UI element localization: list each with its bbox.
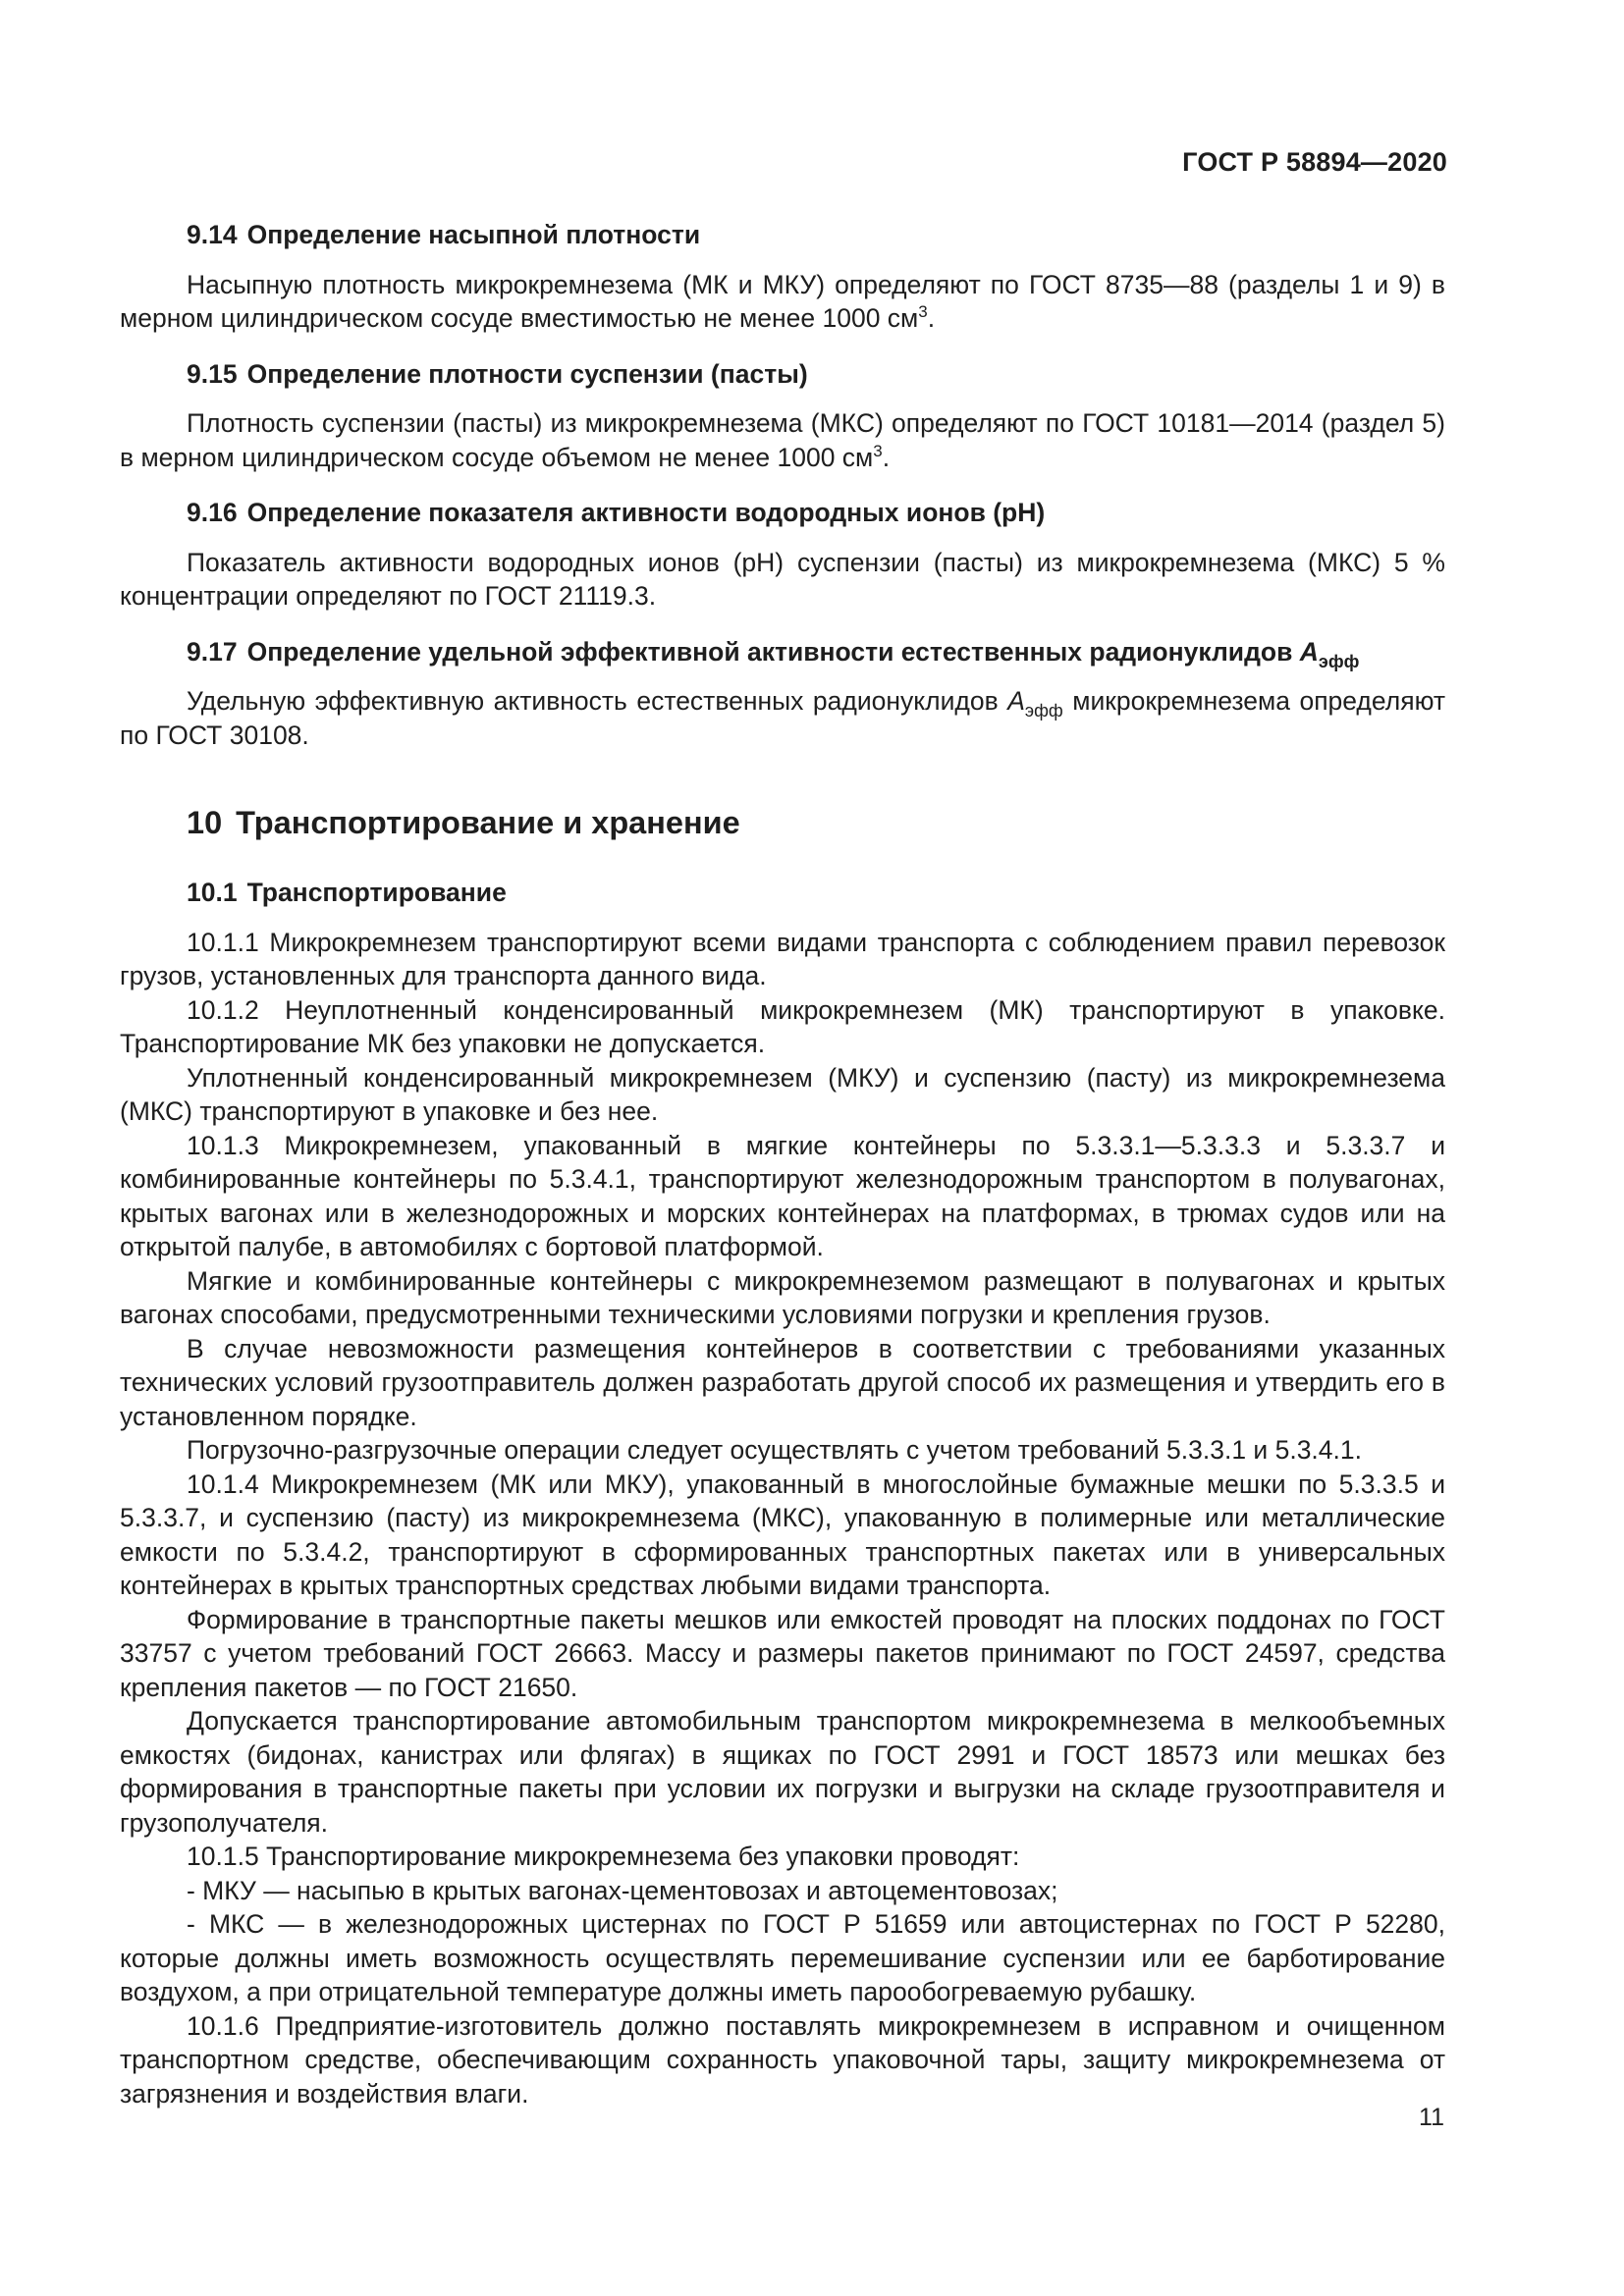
symbol: A (1299, 636, 1319, 667)
paragraph: В случае невозможности размещения контейнеров в соответствии с требованиями указанных технических условий грузоотправитель должен разработать другой способ их размещения и утвердить его в установленном порядке. (120, 1333, 1445, 1431)
paragraph: 10.1.1 Микрокремнезем транспортируют всеми видами транспорта с соблюдением правил перевозок грузов, установленных для транспорта данного вида. (120, 927, 1445, 990)
paragraph: Погрузочно-разгрузочные операции следует осуществлять с учетом требований 5.3.3.1 и 5.3.4.1. (187, 1435, 1362, 1465)
section-number: 10 (187, 805, 223, 840)
superscript: 3 (918, 302, 928, 321)
paragraph: Уплотненный конденсированный микрокремнезем (МКУ) и суспензию (пасту) из микрокремнезема (МКС) транспортируют в упаковке и без нее. (120, 1062, 1445, 1126)
section-number: 9.15 (187, 358, 238, 389)
page-content (120, 218, 1445, 2110)
paragraph-9-15 (120, 406, 1445, 474)
section-title: Транспортирование (246, 878, 507, 907)
symbol: A (1007, 686, 1025, 716)
paragraph-9-16: Показатель активности водородных ионов (pH) суспензии (пасты) из микрокремнезема (МКС) 5 % концентрации определяют по ГОСТ 21119.3. (120, 547, 1445, 611)
paragraph-end: . (927, 303, 936, 333)
section-heading-10-1 (120, 876, 1445, 910)
section-number: 9.17 (187, 636, 238, 667)
paragraph-9-17 (120, 684, 1445, 752)
paragraph-text: Насыпную плотность микрокремнезема (МК и МКУ) определяют по ГОСТ 8735—88 (разделы 1 и 9) в мерном цилиндрическом сосуде вместимостью не менее 1000 см (120, 269, 1445, 333)
section-number: 9.14 (187, 220, 238, 249)
symbol-subscript: эфф (1024, 701, 1063, 721)
page-number: 11 (1419, 2104, 1444, 2131)
paragraph: 10.1.6 Предприятие-изготовитель должно поставлять микрокремнезем в исправном и очищенном транспортном средстве, обеспечивающим сохранность упаковочной тары, защиту микрокремнезема от загрязнения и воздействия влаги. (120, 2010, 1445, 2109)
paragraph: 10.1.3 Микрокремнезем, упакованный в мягкие контейнеры по 5.3.3.1—5.3.3.3 и 5.3.3.7 и комбинированные контейнеры по 5.3.4.1, транспортируют железнодорожным транспортом в полувагонах, крытых вагонах или в железнодорожных и морских контейнерах на платформах, в трюмах судов или на открытой палубе, в автомобилях с бортовой платформой. (120, 1130, 1445, 1261)
symbol-subscript: эфф (1318, 651, 1360, 671)
section-number: 9.16 (187, 498, 238, 527)
paragraph: 10.1.4 Микрокремнезем (МК или МКУ), упакованный в многослойные бумажные мешки по 5.3.3.5 и 5.3.3.7, и суспензию (пасту) из микрокремнезема (МКС), упакованную в полимерные или металлические емкости по 5.3.4.2, транспортируют в сформированных транспортных пакетах или в универсальных контейнерах в крытых транспортных средствах любыми видами транспорта. (120, 1468, 1445, 1600)
paragraph: Мягкие и комбинированные контейнеры с микрокремнеземом размещают в полувагонах и крытых вагонах способами, предусмотренными техническими условиями погрузки и крепления грузов. (120, 1265, 1445, 1329)
paragraph-end: . (882, 442, 891, 472)
paragraph: 10.1.5 Транспортирование микрокремнезема без упаковки проводят: (187, 1842, 1020, 1871)
paragraph-text: Удельную эффективную активность естественных радионуклидов (187, 686, 999, 716)
paragraph: Допускается транспортирование автомобильным транспортом микрокремнезема в мелкообъемных емкостях (бидонах, канистрах или флягах) в ящиках по ГОСТ 2991 и ГОСТ 18573 или мешках без формирования в транспортные пакеты при условии их погрузки и выгрузки на складе грузоотправителя и грузополучателя. (120, 1706, 1445, 1838)
section-heading-9-15 (120, 357, 1445, 392)
paragraph-9-14 (120, 268, 1445, 336)
section-title: Транспортирование и хранение (236, 805, 740, 840)
paragraph-text: Плотность суспензии (пасты) из микрокремнезема (МКС) определяют по ГОСТ 10181—2014 (раздел 5) в мерном цилиндрическом сосуде объемом не менее 1000 см (120, 408, 1445, 472)
paragraph-text: микрокремнезема определяют по ГОСТ 30108. (120, 686, 1445, 750)
section-title: Определение плотности суспензии (пасты) (246, 358, 808, 389)
section-heading-9-17 (120, 635, 1445, 669)
section-title: Определение насыпной плотности (246, 220, 701, 249)
section-title: Определение показателя активности водородных ионов (pH) (246, 498, 1046, 527)
superscript: 3 (873, 441, 883, 460)
section-heading-10 (120, 803, 1445, 842)
list-item: - МКС — в железнодорожных цистернах по ГОСТ Р 51659 или автоцистернах по ГОСТ Р 52280, которые должны иметь возможность осуществлять перемешивание суспензии или ее барботирование воздухом, а при отрицательной температуре должны иметь парообогреваемую рубашку. (120, 1909, 1445, 2006)
paragraph: Формирование в транспортные пакеты мешков или емкостей проводят на плоских поддонах по ГОСТ 33757 с учетом требований ГОСТ 26663. Массу и размеры пакетов принимают по ГОСТ 24597, средства крепления пакетов — по ГОСТ 21650. (120, 1604, 1445, 1702)
section-title: Определение удельной эффективной активности естественных радионуклидов (246, 636, 1293, 667)
list-item: - МКУ — насыпью в крытых вагонах-цементовозах и автоцементовозах; (187, 1875, 1058, 1905)
section-heading-9-14 (120, 218, 1445, 252)
section-number: 10.1 (187, 878, 238, 907)
document-code: ГОСТ Р 58894—2020 (1182, 147, 1447, 177)
paragraph: 10.1.2 Неуплотненный конденсированный микрокремнезем (МК) транспортируют в упаковке. Транспортирование МК без упаковки не допускается. (120, 994, 1445, 1058)
section-heading-9-16 (120, 496, 1445, 530)
